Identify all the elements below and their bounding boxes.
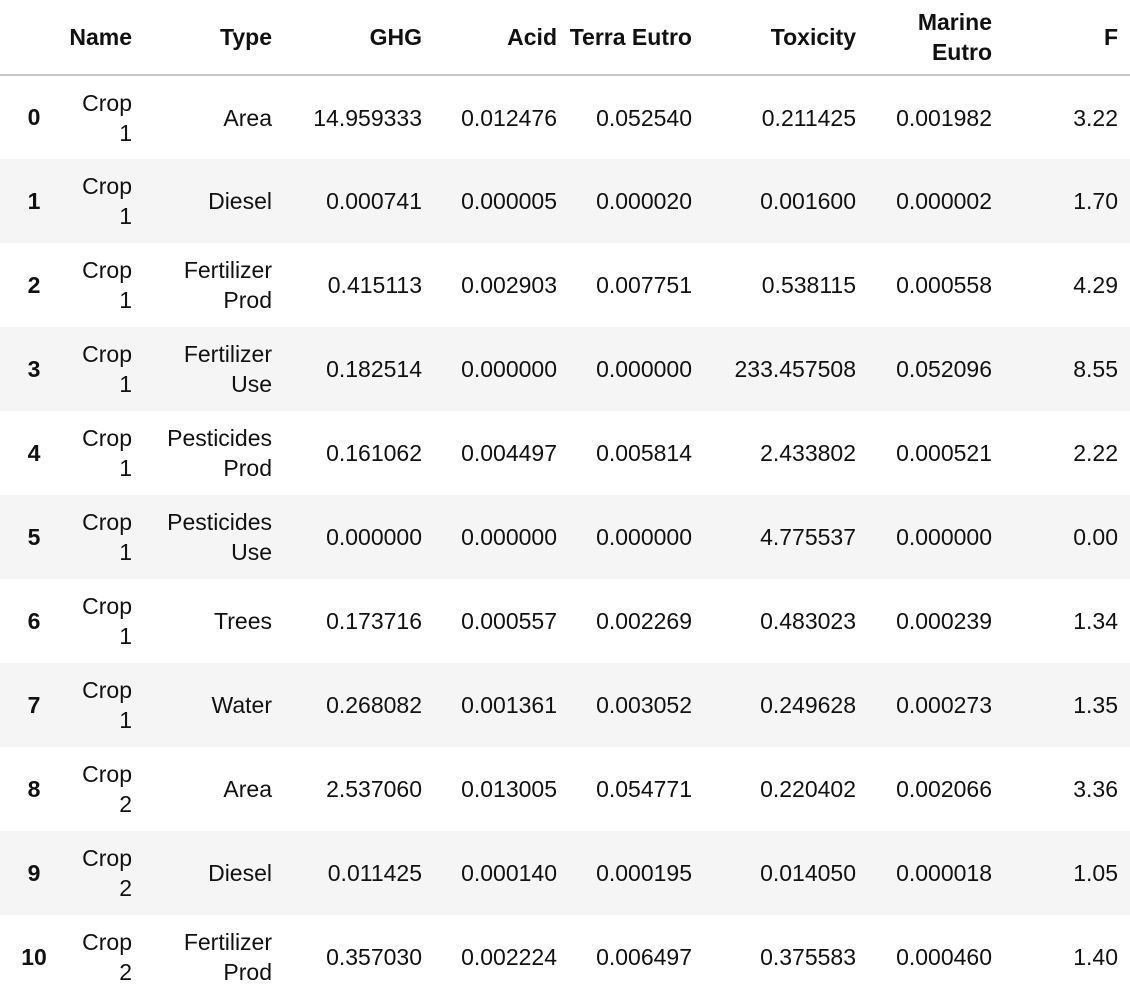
table-row [0,579,1130,663]
cell-ghg: 0.415113 [327,272,422,298]
table-row [0,747,1130,831]
cell-ghg: 0.161062 [326,440,422,466]
table-row [0,411,1130,495]
table-row [0,75,1130,159]
cell-type-line: Use [231,371,272,397]
cell-name-line: Crop [82,173,132,199]
cell-name-line: 1 [119,203,132,229]
cell-name-line: Crop [82,761,132,787]
cell-type-line: Trees [214,608,272,634]
cell-toxicity: 0.211425 [761,104,856,131]
cell-toxicity: 4.775537 [760,524,856,550]
cell-marine-eutro: 0.000000 [896,524,992,550]
row-index: 9 [27,859,41,886]
cell-type-line: Fertilizer [183,257,272,283]
row-index: 0 [27,104,41,130]
cell-f: 1.05 [1073,860,1118,886]
cell-name-line: Crop [82,341,132,367]
cell-f: 0.00 [1073,524,1118,550]
cell-type-line: Fertilizer [183,341,272,367]
table-row [0,243,1130,327]
cell-terra-eutro: 0.000195 [596,860,692,886]
cell-name-line: 1 [119,707,132,733]
cell-acid: 0.013005 [461,776,557,802]
cell-toxicity: 0.375583 [760,944,856,970]
cell-marine-eutro: 0.000273 [896,692,992,718]
cell-acid: 0.001361 [461,692,557,718]
cell-marine-eutro: 0.002066 [896,776,992,802]
cell-type-line: Prod [223,455,272,481]
row-index: 10 [21,943,47,970]
header-name: Name [68,0,144,75]
header-row [0,0,1130,75]
cell-type [144,159,284,243]
cell-name [68,831,144,915]
cell-marine-eutro: 0.000558 [896,272,992,298]
cell-type [144,747,284,831]
cell-toxicity: 0.483023 [760,608,856,634]
cell-f: 3.36 [1073,776,1118,802]
cell-name-line: 1 [119,119,132,146]
cell-name-line: Crop [82,257,132,283]
table-header [0,0,1130,75]
table-body [0,75,1130,999]
cell-terra-eutro: 0.052540 [596,104,692,131]
cell-f: 4.29 [1073,272,1118,298]
cell-name [68,663,144,747]
cell-name-line: Crop [82,845,132,871]
row-index: 1 [27,187,41,214]
cell-acid: 0.002224 [461,944,557,970]
cell-type-line: Pesticides [167,425,272,451]
cell-type-line: Use [231,539,272,565]
cell-f: 1.35 [1073,692,1118,718]
header-terra-eutro: Terra Eutro [569,0,704,75]
cell-type [144,831,284,915]
cell-type-line: Fertilizer [183,929,272,955]
table-row [0,327,1130,411]
cell-type [144,411,284,495]
table-row [0,831,1130,915]
row-index: 8 [27,775,41,802]
cell-ghg: 0.000741 [326,188,422,214]
table-row [0,915,1130,999]
cell-type [144,75,284,159]
cell-f: 1.34 [1073,608,1118,634]
row-index: 2 [27,271,41,298]
cell-terra-eutro: 0.002269 [596,608,692,634]
table-row [0,495,1130,579]
header-index [0,0,68,75]
cell-type-line: Diesel [208,188,272,214]
cell-name-line: Crop [82,89,132,116]
header-acid: Acid [434,0,569,75]
row-index: 4 [27,439,41,466]
cell-marine-eutro: 0.000521 [896,440,992,466]
cell-name-line: 1 [119,455,132,481]
cell-terra-eutro: 0.005814 [596,440,692,466]
cell-acid: 0.002903 [461,272,557,298]
cell-name [68,243,144,327]
cell-f: 8.55 [1073,356,1118,382]
cell-type-line: Pesticides [167,509,272,535]
cell-f: 3.22 [1073,104,1118,131]
cell-name-line: 2 [119,875,132,901]
cell-marine-eutro: 0.000002 [896,188,992,214]
table-row [0,663,1130,747]
cell-type [144,495,284,579]
cell-acid: 0.000000 [461,524,557,550]
header-type: Type [144,0,284,75]
cell-acid: 0.000140 [461,860,557,886]
cell-ghg: 0.182514 [326,356,422,382]
cell-type-line: Diesel [208,860,272,886]
cell-ghg: 0.268082 [326,692,422,718]
cell-name-line: 1 [119,623,132,649]
cell-ghg: 0.011425 [327,860,422,886]
cell-terra-eutro: 0.006497 [596,944,692,970]
cell-type-line: Prod [223,959,272,985]
cell-name [68,495,144,579]
row-index: 6 [27,607,41,634]
cell-type-line: Water [211,692,272,718]
cell-toxicity: 233.457508 [734,356,856,382]
cell-name-line: Crop [82,593,132,619]
cell-ghg: 0.357030 [326,944,422,970]
cell-name [68,411,144,495]
cell-acid: 0.000000 [461,356,557,382]
cell-toxicity: 2.433802 [760,440,856,466]
cell-terra-eutro: 0.054771 [596,776,692,802]
cell-terra-eutro: 0.000020 [596,188,692,214]
cell-name [68,747,144,831]
cell-type [144,915,284,999]
cell-ghg: 2.537060 [326,776,422,802]
cell-name [68,915,144,999]
cell-toxicity: 0.249628 [760,692,856,718]
row-index: 5 [27,523,41,550]
cell-f: 2.22 [1073,440,1118,466]
row-index: 7 [27,691,41,718]
cell-name-line: 2 [119,791,132,817]
cell-terra-eutro: 0.003052 [596,692,692,718]
header-ghg: GHG [284,0,434,75]
cell-acid: 0.000557 [461,608,557,634]
cell-marine-eutro: 0.000460 [896,944,992,970]
cell-type-line: Area [223,104,272,131]
header-toxicity: Toxicity [704,0,868,75]
cell-name [68,327,144,411]
cell-name-line: 1 [119,287,132,313]
cell-type [144,243,284,327]
cell-name [68,75,144,159]
cell-ghg: 14.959333 [313,104,422,131]
cell-name-line: 1 [119,371,132,397]
cell-terra-eutro: 0.000000 [596,356,692,382]
cell-ghg: 0.173716 [326,608,422,634]
cell-name-line: 1 [119,539,132,565]
cell-terra-eutro: 0.000000 [596,524,692,550]
cell-terra-eutro: 0.007751 [596,272,692,298]
cell-f: 1.40 [1073,944,1118,970]
row-index: 3 [27,355,41,382]
cell-toxicity: 0.001600 [760,188,856,214]
table-row [0,159,1130,243]
cell-name [68,159,144,243]
cell-f: 1.70 [1073,188,1118,214]
cell-name-line: 2 [119,959,132,985]
cell-type [144,579,284,663]
cell-type-line: Area [223,776,272,802]
cell-name [68,579,144,663]
cell-acid: 0.004497 [461,440,557,466]
cell-name-line: Crop [82,677,132,703]
header-f: F [1004,0,1130,75]
cell-toxicity: 0.538115 [761,272,856,298]
cell-marine-eutro: 0.052096 [896,356,992,382]
cell-marine-eutro: 0.000239 [896,608,992,634]
header-marine-eutro: Marine Eutro [868,0,1004,75]
cell-toxicity: 0.014050 [760,860,856,886]
cell-toxicity: 0.220402 [760,776,856,802]
cell-acid: 0.012476 [461,104,557,131]
cell-type [144,663,284,747]
cell-type [144,327,284,411]
cell-acid: 0.000005 [461,188,557,214]
cell-marine-eutro: 0.001982 [896,104,992,131]
cell-marine-eutro: 0.000018 [896,860,992,886]
cell-name-line: Crop [82,929,132,955]
cell-name-line: Crop [82,509,132,535]
cell-ghg: 0.000000 [326,524,422,550]
cell-type-line: Prod [223,287,272,313]
cell-name-line: Crop [82,425,132,451]
